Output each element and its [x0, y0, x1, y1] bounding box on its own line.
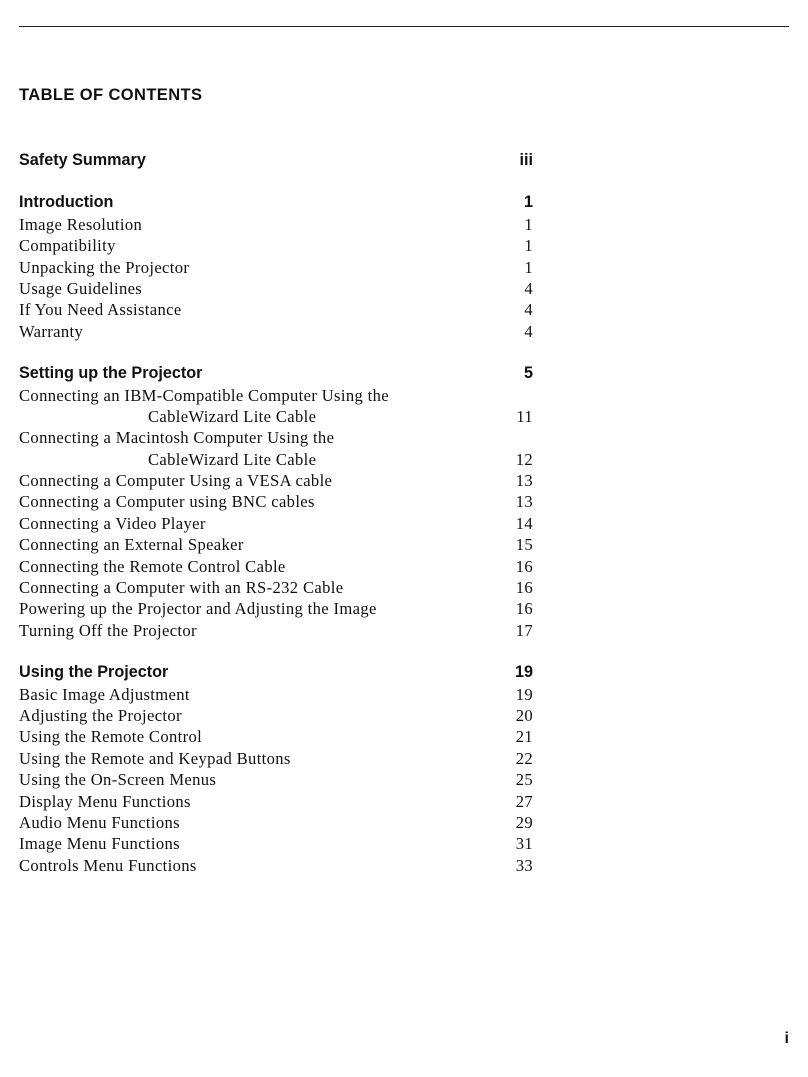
toc-entry-continuation[interactable] [19, 449, 533, 470]
toc-entry[interactable] [19, 385, 533, 406]
entry-title: Using the Remote and Keypad Buttons [19, 748, 291, 768]
toc-entry[interactable] [19, 556, 533, 577]
section-title: Setting up the Projector [19, 364, 203, 383]
toc-entry[interactable] [19, 598, 533, 619]
entry-title: If You Need Assistance [19, 300, 182, 320]
entry-page-number: 29 [515, 812, 533, 832]
toc-entry[interactable] [19, 427, 533, 448]
entry-title: Image Menu Functions [19, 834, 180, 854]
entry-page-number: 17 [515, 620, 533, 640]
entry-title-continued: CableWizard Lite Cable [148, 406, 317, 426]
section-page-number: 1 [523, 193, 533, 212]
toc-section [19, 150, 533, 171]
toc-section [19, 363, 533, 641]
entry-title: Controls Menu Functions [19, 855, 197, 875]
entry-page-number: 4 [524, 300, 533, 320]
entry-page-number: 1 [524, 236, 533, 256]
entry-title: Connecting an External Speaker [19, 535, 244, 555]
entry-title: Turning Off the Projector [19, 620, 197, 640]
top-rule [19, 26, 789, 27]
toc-entry[interactable] [19, 278, 533, 299]
section-heading[interactable] [19, 662, 533, 683]
entry-page-number: 16 [515, 556, 533, 576]
section-heading[interactable] [19, 150, 533, 171]
entry-page-number: 16 [515, 599, 533, 619]
toc-entry-continuation[interactable] [19, 406, 533, 427]
entry-title: Connecting a Macintosh Computer Using the [19, 428, 335, 448]
entry-page-number: 21 [515, 727, 533, 747]
toc-entry[interactable] [19, 769, 533, 790]
toc-entry[interactable] [19, 235, 533, 256]
entry-page-number: 13 [515, 492, 533, 512]
entry-title: Connecting the Remote Control Cable [19, 556, 286, 576]
entry-page-number: 27 [515, 791, 533, 811]
entry-title: Adjusting the Projector [19, 705, 182, 725]
entry-page-number: 25 [515, 770, 533, 790]
toc-entry[interactable] [19, 577, 533, 598]
entry-page-number: 20 [515, 705, 533, 725]
entry-title: Connecting a Video Player [19, 513, 206, 533]
toc-entry[interactable] [19, 491, 533, 512]
entry-title: Warranty [19, 321, 84, 341]
entry-page-number: 4 [524, 278, 533, 298]
entry-title-continued: CableWizard Lite Cable [148, 449, 317, 469]
toc-entry[interactable] [19, 257, 533, 278]
toc-list [19, 150, 533, 897]
entry-page-number: 16 [515, 578, 533, 598]
entry-page-number: 12 [515, 449, 533, 469]
entry-title: Connecting an IBM-Compatible Computer Using the [19, 385, 389, 405]
section-page-number: 19 [514, 663, 533, 682]
entry-page-number: 33 [515, 855, 533, 875]
entry-title: Unpacking the Projector [19, 257, 190, 277]
section-heading[interactable] [19, 363, 533, 384]
entry-title: Usage Guidelines [19, 278, 143, 298]
toc-entry[interactable] [19, 470, 533, 491]
toc-entry[interactable] [19, 855, 533, 876]
toc-entry[interactable] [19, 833, 533, 854]
entry-page-number: 15 [515, 535, 533, 555]
entry-page-number: 4 [524, 321, 533, 341]
section-title: Introduction [19, 193, 114, 212]
entry-page-number: 22 [515, 748, 533, 768]
toc-section [19, 192, 533, 342]
entry-page-number: 13 [515, 471, 533, 491]
toc-entry[interactable] [19, 214, 533, 235]
toc-entry[interactable] [19, 684, 533, 705]
toc-entry[interactable] [19, 812, 533, 833]
toc-entry[interactable] [19, 321, 533, 342]
entry-title: Image Resolution [19, 214, 143, 234]
toc-title: TABLE OF CONTENTS [19, 86, 203, 104]
section-title: Using the Projector [19, 663, 169, 682]
entry-page-number: 1 [524, 257, 533, 277]
section-heading[interactable] [19, 192, 533, 213]
section-page-number: iii [519, 151, 533, 169]
toc-entry[interactable] [19, 748, 533, 769]
entry-page-number: 1 [524, 214, 533, 234]
entry-title: Using the On-Screen Menus [19, 770, 217, 790]
toc-entry[interactable] [19, 620, 533, 641]
page-number: i [784, 1030, 789, 1047]
section-title: Safety Summary [19, 151, 146, 169]
entry-title: Compatibility [19, 236, 116, 256]
entry-page-number: 19 [515, 684, 533, 704]
section-page-number: 5 [523, 364, 533, 383]
entry-title: Powering up the Projector and Adjusting the Image [19, 599, 377, 619]
entry-title: Display Menu Functions [19, 791, 191, 811]
toc-entry[interactable] [19, 513, 533, 534]
toc-entry[interactable] [19, 534, 533, 555]
entry-title: Connecting a Computer with an RS-232 Cable [19, 578, 344, 598]
toc-section [19, 662, 533, 876]
entry-page-number: 11 [516, 406, 533, 426]
entry-page-number: 14 [515, 513, 533, 533]
toc-entry[interactable] [19, 299, 533, 320]
toc-entry[interactable] [19, 791, 533, 812]
entry-title: Connecting a Computer using BNC cables [19, 492, 315, 512]
toc-entry[interactable] [19, 726, 533, 747]
entry-title: Connecting a Computer Using a VESA cable [19, 471, 333, 491]
entry-title: Basic Image Adjustment [19, 684, 190, 704]
entry-title: Using the Remote Control [19, 727, 203, 747]
entry-page-number: 31 [515, 834, 533, 854]
entry-title: Audio Menu Functions [19, 812, 180, 832]
toc-entry[interactable] [19, 705, 533, 726]
